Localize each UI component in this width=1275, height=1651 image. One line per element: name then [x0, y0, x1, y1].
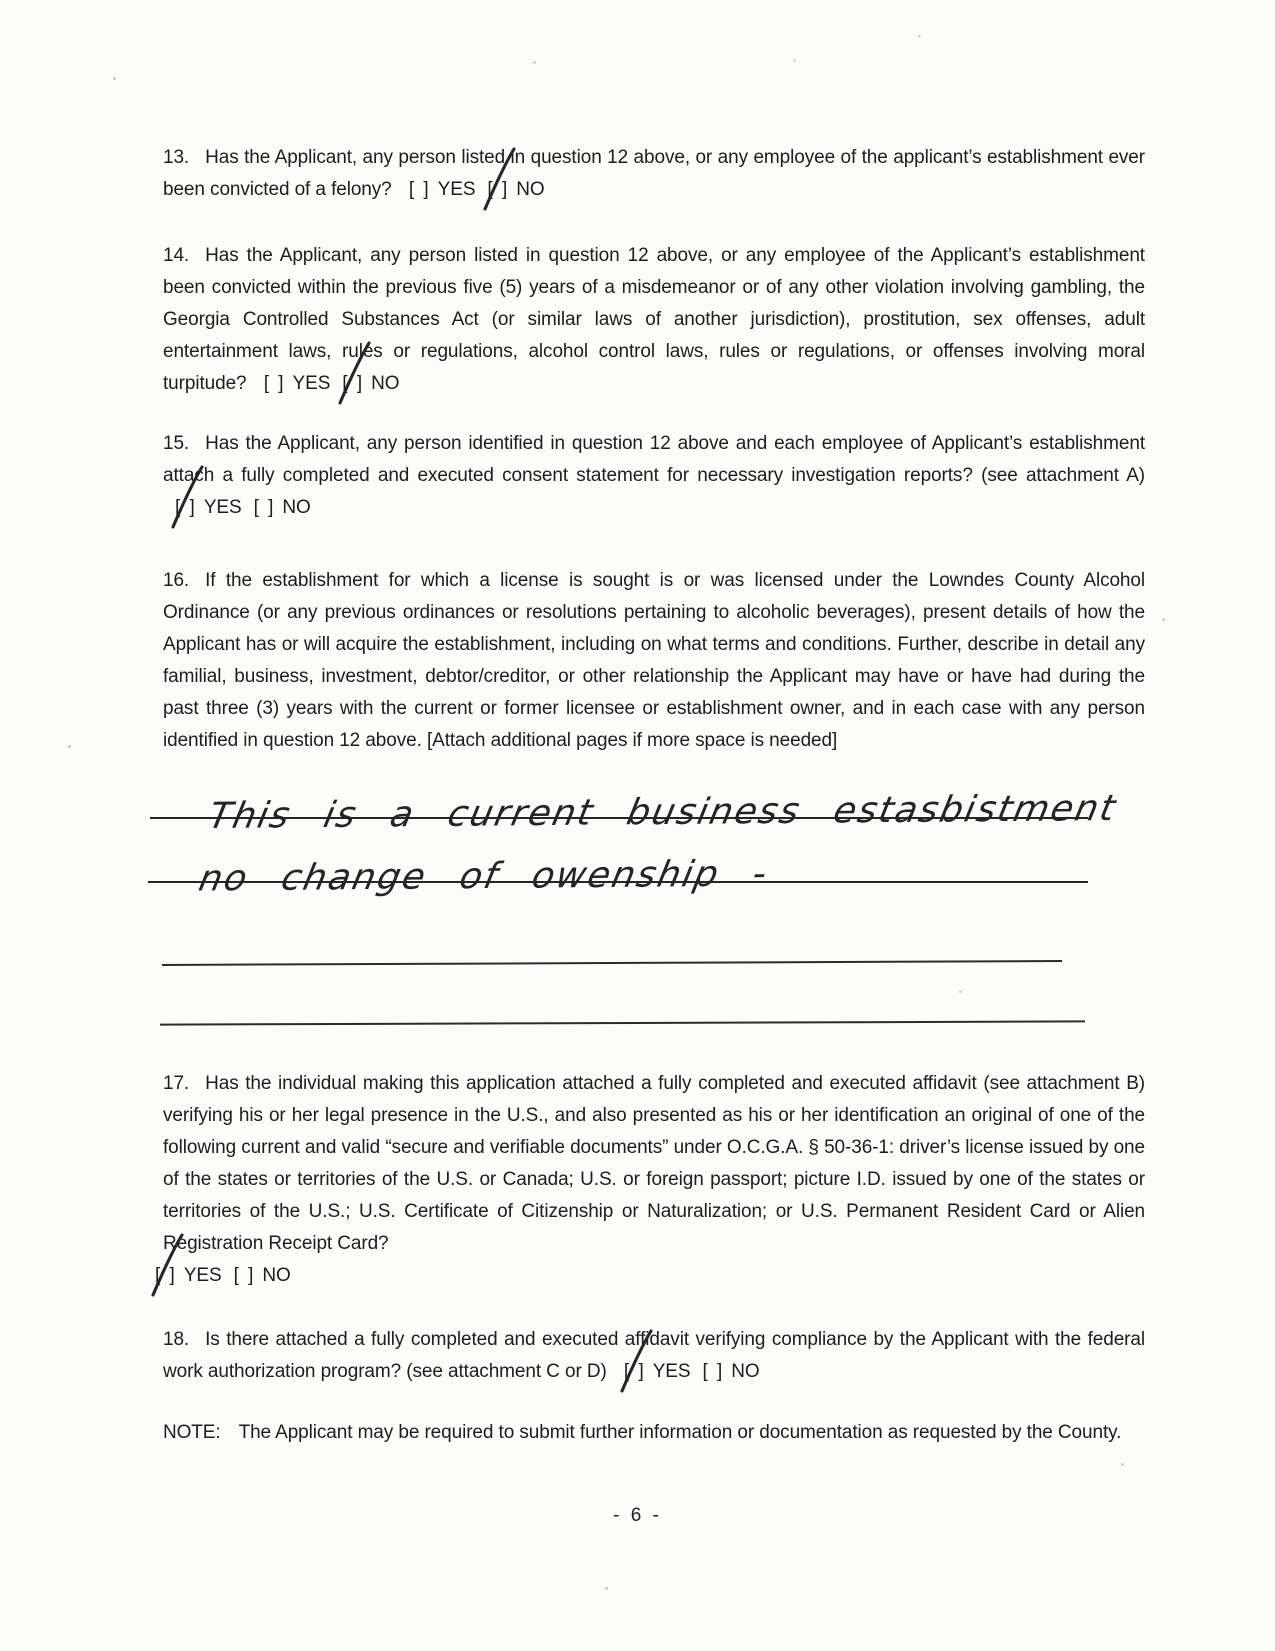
question-15-answer — [163, 497, 311, 518]
handwritten-answer-line-1 — [150, 776, 1121, 837]
question-16 — [163, 565, 1145, 757]
question-18-text: Is there attached a fully completed and executed affidavit verifying compliance by the Applicant with the federal work authorization program? (see attachment C or D) — [163, 1329, 1145, 1382]
q18-yes-checkbox[interactable]: [ ] — [624, 1356, 646, 1388]
q15-no-label: NO — [282, 497, 311, 518]
question-14-text: Has the Applicant, any person listed in question 12 above, or any employee of the Applicant’s establishment been convicted within the previous five (5) years of a misdemeanor or of any other violation involving gambling, the Georgia Controlled Substances Act (or similar laws of another jurisdiction), prostitution, sex offenses, adult entertainment laws, rules or regulations, alcohol control laws, rules or regulations, or offenses involving moral turpitude? — [163, 245, 1145, 394]
question-14-answer — [252, 373, 400, 394]
question-18 — [163, 1324, 1145, 1388]
question-18-answer — [612, 1361, 760, 1382]
q18-yes-label: YES — [652, 1361, 691, 1382]
answer-blank-line-1 — [162, 960, 1062, 966]
q14-yes-label: YES — [292, 373, 331, 394]
q17-yes-label: YES — [183, 1265, 222, 1286]
question-17 — [155, 1068, 1145, 1292]
question-13-number: 13. — [163, 147, 190, 168]
question-15 — [163, 428, 1145, 524]
question-16-number: 16. — [163, 570, 190, 591]
note — [163, 1417, 1145, 1449]
handwritten-answer-line-2 — [148, 840, 1088, 900]
question-17-text: Has the individual making this application attached a fully completed and executed affidavit (see attachment B) verifying his or her legal presence in the U.S., and also presented as his or her identification an original of one of the following current and valid “secure and verifiable documents” under O.C.G.A. § 50-36-1: driver’s license issued by one of the states or territories of the U.S. or Canada; U.S. or foreign passport; picture I.D. issued by one of the states or territories of the U.S.; U.S. Certificate of Citizenship or Naturalization; or U.S. Permanent Resident Card or Alien Registration Receipt Card? — [163, 1073, 1145, 1254]
q17-no-label: NO — [262, 1265, 291, 1286]
q14-no-label: NO — [371, 373, 400, 394]
answer-blank-line-2 — [160, 1020, 1085, 1025]
question-17-number: 17. — [163, 1073, 190, 1094]
q14-no-checkbox[interactable]: [ ] — [342, 368, 364, 400]
q13-yes-checkbox[interactable]: [ ] — [408, 179, 431, 200]
note-text: The Applicant may be required to submit further information or documentation as requested by the County. — [238, 1422, 1122, 1443]
q17-no-checkbox[interactable]: [ ] — [233, 1265, 256, 1286]
page-number: - 6 - — [613, 1505, 662, 1526]
note-label: NOTE: — [163, 1422, 221, 1443]
handwritten-text-1: This is a current business estasbistment — [204, 788, 1121, 837]
q13-no-label: NO — [516, 179, 545, 200]
q14-yes-checkbox[interactable]: [ ] — [263, 373, 286, 394]
q15-yes-checkbox[interactable]: [ ] — [175, 492, 197, 524]
question-16-text: If the establishment for which a license is sought is or was licensed under the Lowndes County Alcohol Ordinance (or any previous ordinances or resolutions pertaining to alcoholic beverages), present details of how the Applicant has or will acquire the establishment, including on what terms and conditions. Further, describe in detail any familial, business, investment, debtor/creditor, or other relationship the Applicant may have or have had during the past three (3) years with the current or former licensee or establishment owner, and in each case with any person identified in question 12 above. [Attach additional pages if more space is needed] — [163, 570, 1145, 751]
question-14 — [163, 240, 1145, 400]
question-13-text: Has the Applicant, any person listed in question 12 above, or any employee of the applicant’s establishment ever been convicted of a felony? — [163, 147, 1145, 200]
q17-yes-checkbox[interactable]: [ ] — [155, 1260, 177, 1292]
handwritten-text-2: no change of owenship - — [195, 853, 773, 900]
question-15-text: Has the Applicant, any person identified in question 12 above and each employee of Applicant’s establishment attach a fully completed and executed consent statement for necessary investigation reports? (see attachment A) — [163, 433, 1145, 486]
question-13-answer — [397, 179, 545, 200]
q18-no-label: NO — [731, 1361, 760, 1382]
question-14-number: 14. — [163, 245, 190, 266]
q13-no-checkbox[interactable]: [ ] — [487, 174, 509, 206]
question-13 — [163, 142, 1145, 206]
q15-yes-label: YES — [203, 497, 242, 518]
q15-no-checkbox[interactable]: [ ] — [253, 497, 276, 518]
q18-no-checkbox[interactable]: [ ] — [702, 1361, 725, 1382]
question-15-number: 15. — [163, 433, 190, 454]
question-17-paragraph — [163, 1068, 1145, 1260]
question-17-answer — [143, 1260, 1145, 1292]
scan-noise — [113, 77, 116, 80]
question-18-number: 18. — [163, 1329, 190, 1350]
q13-yes-label: YES — [437, 179, 476, 200]
